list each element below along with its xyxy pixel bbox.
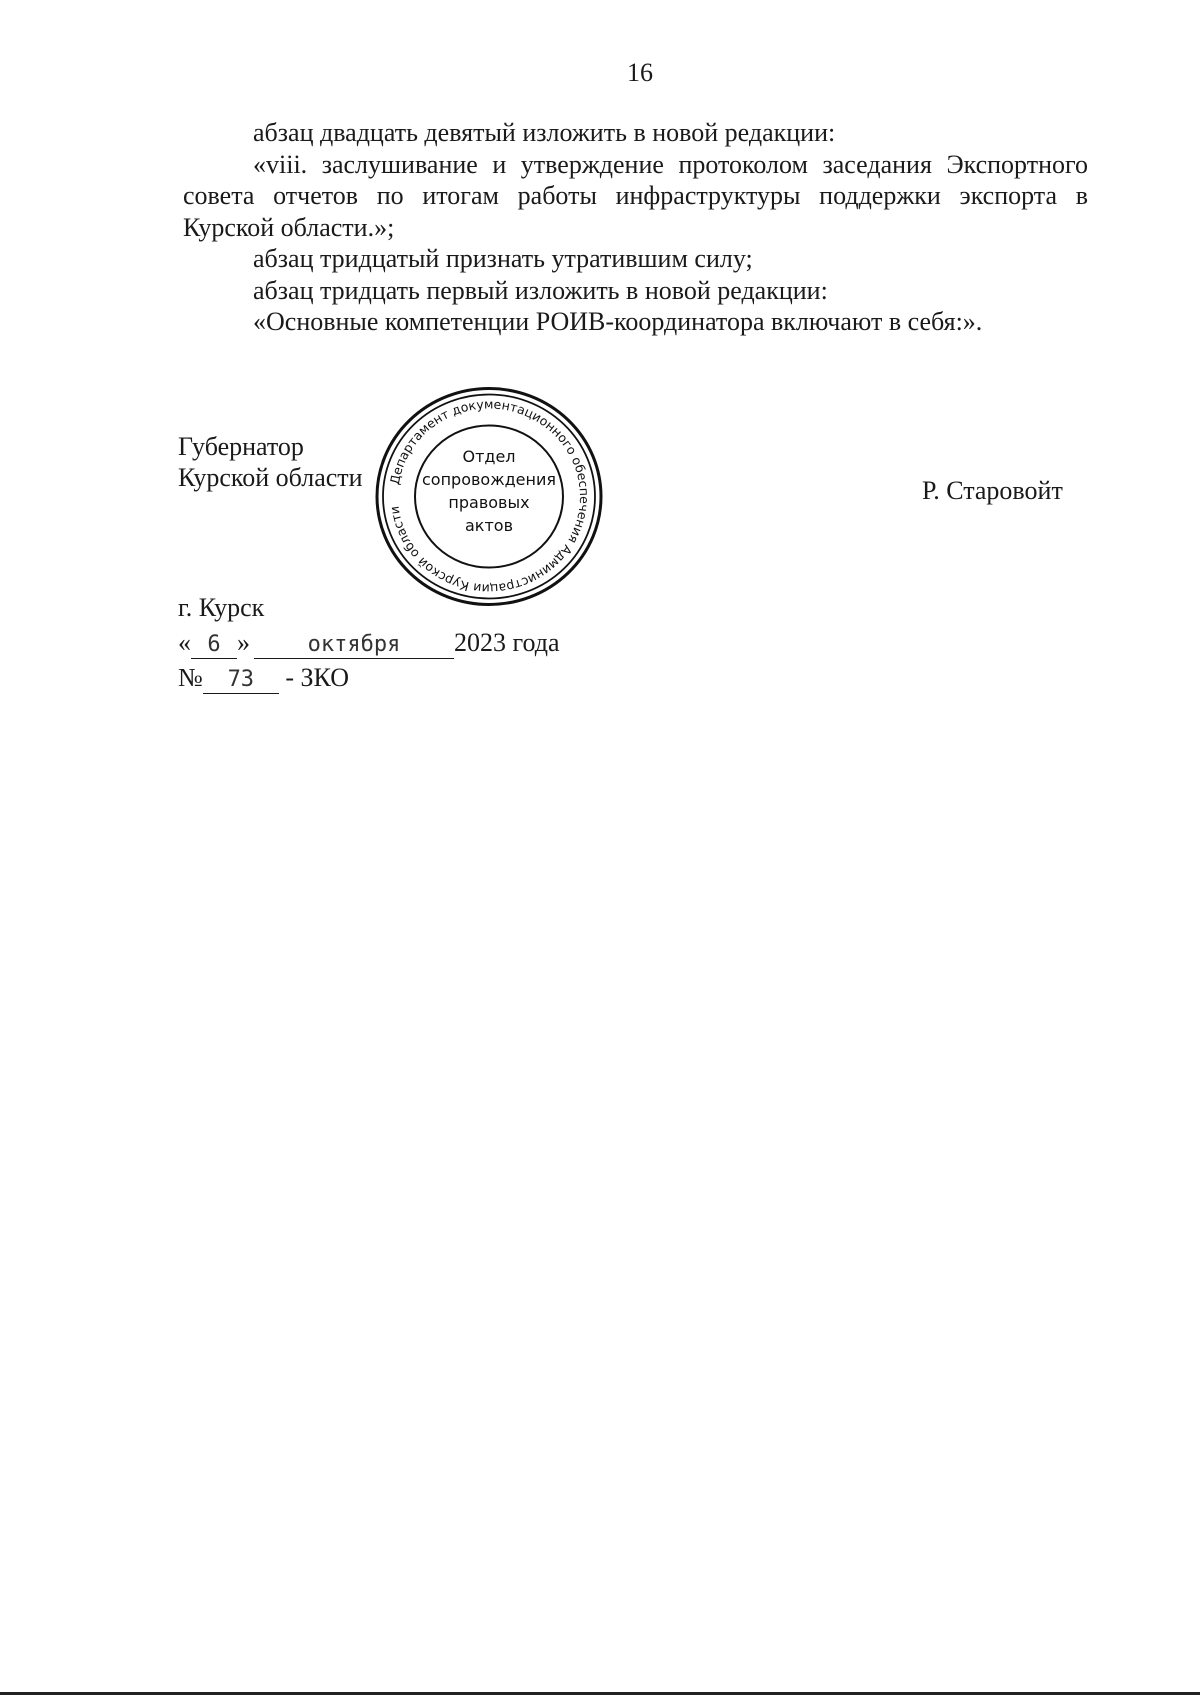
city-line: г. Курск [178, 593, 265, 622]
paragraph-1: абзац двадцать девятый изложить в новой редакции: [253, 118, 836, 147]
paragraph-4: абзац тридцать первый изложить в новой редакции: [253, 275, 828, 305]
stamp-center-line4: актов [464, 516, 513, 535]
date-line [178, 625, 560, 660]
date-open-quote: « [178, 628, 191, 657]
date-close-quote: » [237, 628, 250, 657]
document-footer [178, 590, 560, 695]
signer-title-line2: Курской области [178, 463, 363, 492]
document-body [183, 117, 1088, 338]
stamp-center-line1: Отдел [462, 447, 516, 466]
signer-title-line1: Губернатор [178, 432, 304, 461]
paragraph-3: абзац тридцатый признать утратившим силу; [253, 244, 753, 273]
stamp-ring-text: Департамент документационного обеспечения Администрации Курской области [386, 396, 593, 597]
number-line [178, 660, 560, 695]
signer-name: Р. Старовойт [922, 476, 1063, 505]
stamp-center-line3: правовых [448, 493, 530, 512]
date-month: октября [254, 632, 454, 659]
page-number: 16 [627, 58, 653, 87]
date-year: 2023 года [454, 628, 560, 657]
paragraph-2: «viii. заслушивание и утверждение протоколом заседания Экспортного совета отчетов по итогам работы инфраструктуры поддержки экспорта в Курской области.»; [183, 149, 1088, 242]
stamp-center-text [373, 445, 605, 537]
date-day: 6 [191, 632, 237, 659]
official-stamp [373, 385, 605, 608]
signer-title [178, 431, 363, 493]
number-suffix: - ЗКО [285, 663, 349, 692]
paragraph-5: «Основные компетенции РОИВ-координатора включают в себя:». [253, 307, 983, 336]
scan-bottom-edge [0, 1692, 1200, 1695]
act-number: 73 [203, 667, 279, 694]
stamp-center-line2: сопровождения [421, 470, 556, 489]
number-prefix: № [178, 663, 203, 692]
